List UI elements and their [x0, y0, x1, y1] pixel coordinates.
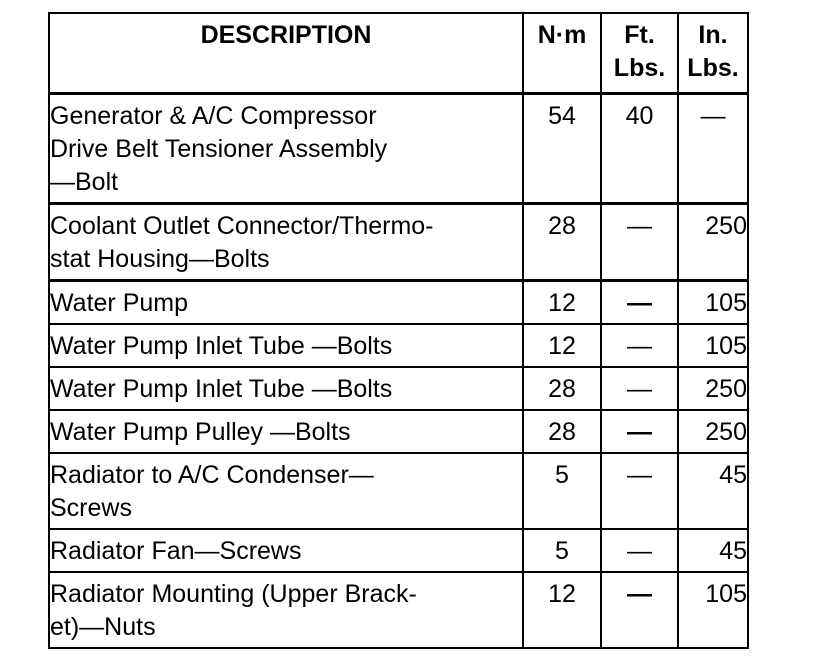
cell-description: Water Pump	[49, 281, 523, 325]
torque-spec-table	[48, 12, 749, 649]
cell-in-lbs: 105	[678, 572, 748, 648]
table-row	[49, 367, 748, 410]
cell-in-lbs: 105	[678, 324, 748, 367]
cell-in-lbs: 250	[678, 367, 748, 410]
cell-nm: 28	[523, 367, 601, 410]
header-row	[49, 13, 748, 94]
header-nm: N·m	[523, 13, 601, 94]
table-row	[49, 453, 748, 529]
cell-nm: 28	[523, 410, 601, 453]
cell-ft-lbs: —	[601, 204, 678, 281]
header-in-lbs: In. Lbs.	[678, 13, 748, 94]
cell-description: Generator & A/C Compressor Drive Belt Tensioner Assembly —Bolt	[49, 94, 523, 204]
table-row	[49, 281, 748, 325]
cell-nm: 12	[523, 324, 601, 367]
cell-description: Radiator Mounting (Upper Brack- et)—Nuts	[49, 572, 523, 648]
cell-nm: 5	[523, 529, 601, 572]
cell-in-lbs: —	[678, 94, 748, 204]
cell-ft-lbs: —	[601, 410, 678, 453]
cell-ft-lbs: —	[601, 324, 678, 367]
cell-description: Water Pump Inlet Tube —Bolts	[49, 367, 523, 410]
cell-nm: 5	[523, 453, 601, 529]
table-row	[49, 204, 748, 281]
cell-ft-lbs: —	[601, 281, 678, 325]
table-row	[49, 94, 748, 204]
table-row	[49, 529, 748, 572]
cell-description: Water Pump Inlet Tube —Bolts	[49, 324, 523, 367]
cell-description: Water Pump Pulley —Bolts	[49, 410, 523, 453]
cell-description: Coolant Outlet Connector/Thermo- stat Housing—Bolts	[49, 204, 523, 281]
cell-in-lbs: 45	[678, 453, 748, 529]
cell-in-lbs: 45	[678, 529, 748, 572]
table-row	[49, 572, 748, 648]
cell-nm: 12	[523, 281, 601, 325]
cell-nm: 12	[523, 572, 601, 648]
table-row	[49, 324, 748, 367]
cell-ft-lbs: —	[601, 453, 678, 529]
cell-description: Radiator Fan—Screws	[49, 529, 523, 572]
header-ft-lbs: Ft. Lbs.	[601, 13, 678, 94]
table-row	[49, 410, 748, 453]
cell-in-lbs: 250	[678, 410, 748, 453]
cell-nm: 28	[523, 204, 601, 281]
cell-in-lbs: 250	[678, 204, 748, 281]
header-description: DESCRIPTION	[49, 13, 523, 94]
cell-ft-lbs: 40	[601, 94, 678, 204]
cell-ft-lbs: —	[601, 367, 678, 410]
cell-in-lbs: 105	[678, 281, 748, 325]
cell-description: Radiator to A/C Condenser— Screws	[49, 453, 523, 529]
cell-ft-lbs: —	[601, 529, 678, 572]
cell-ft-lbs: —	[601, 572, 678, 648]
cell-nm: 54	[523, 94, 601, 204]
